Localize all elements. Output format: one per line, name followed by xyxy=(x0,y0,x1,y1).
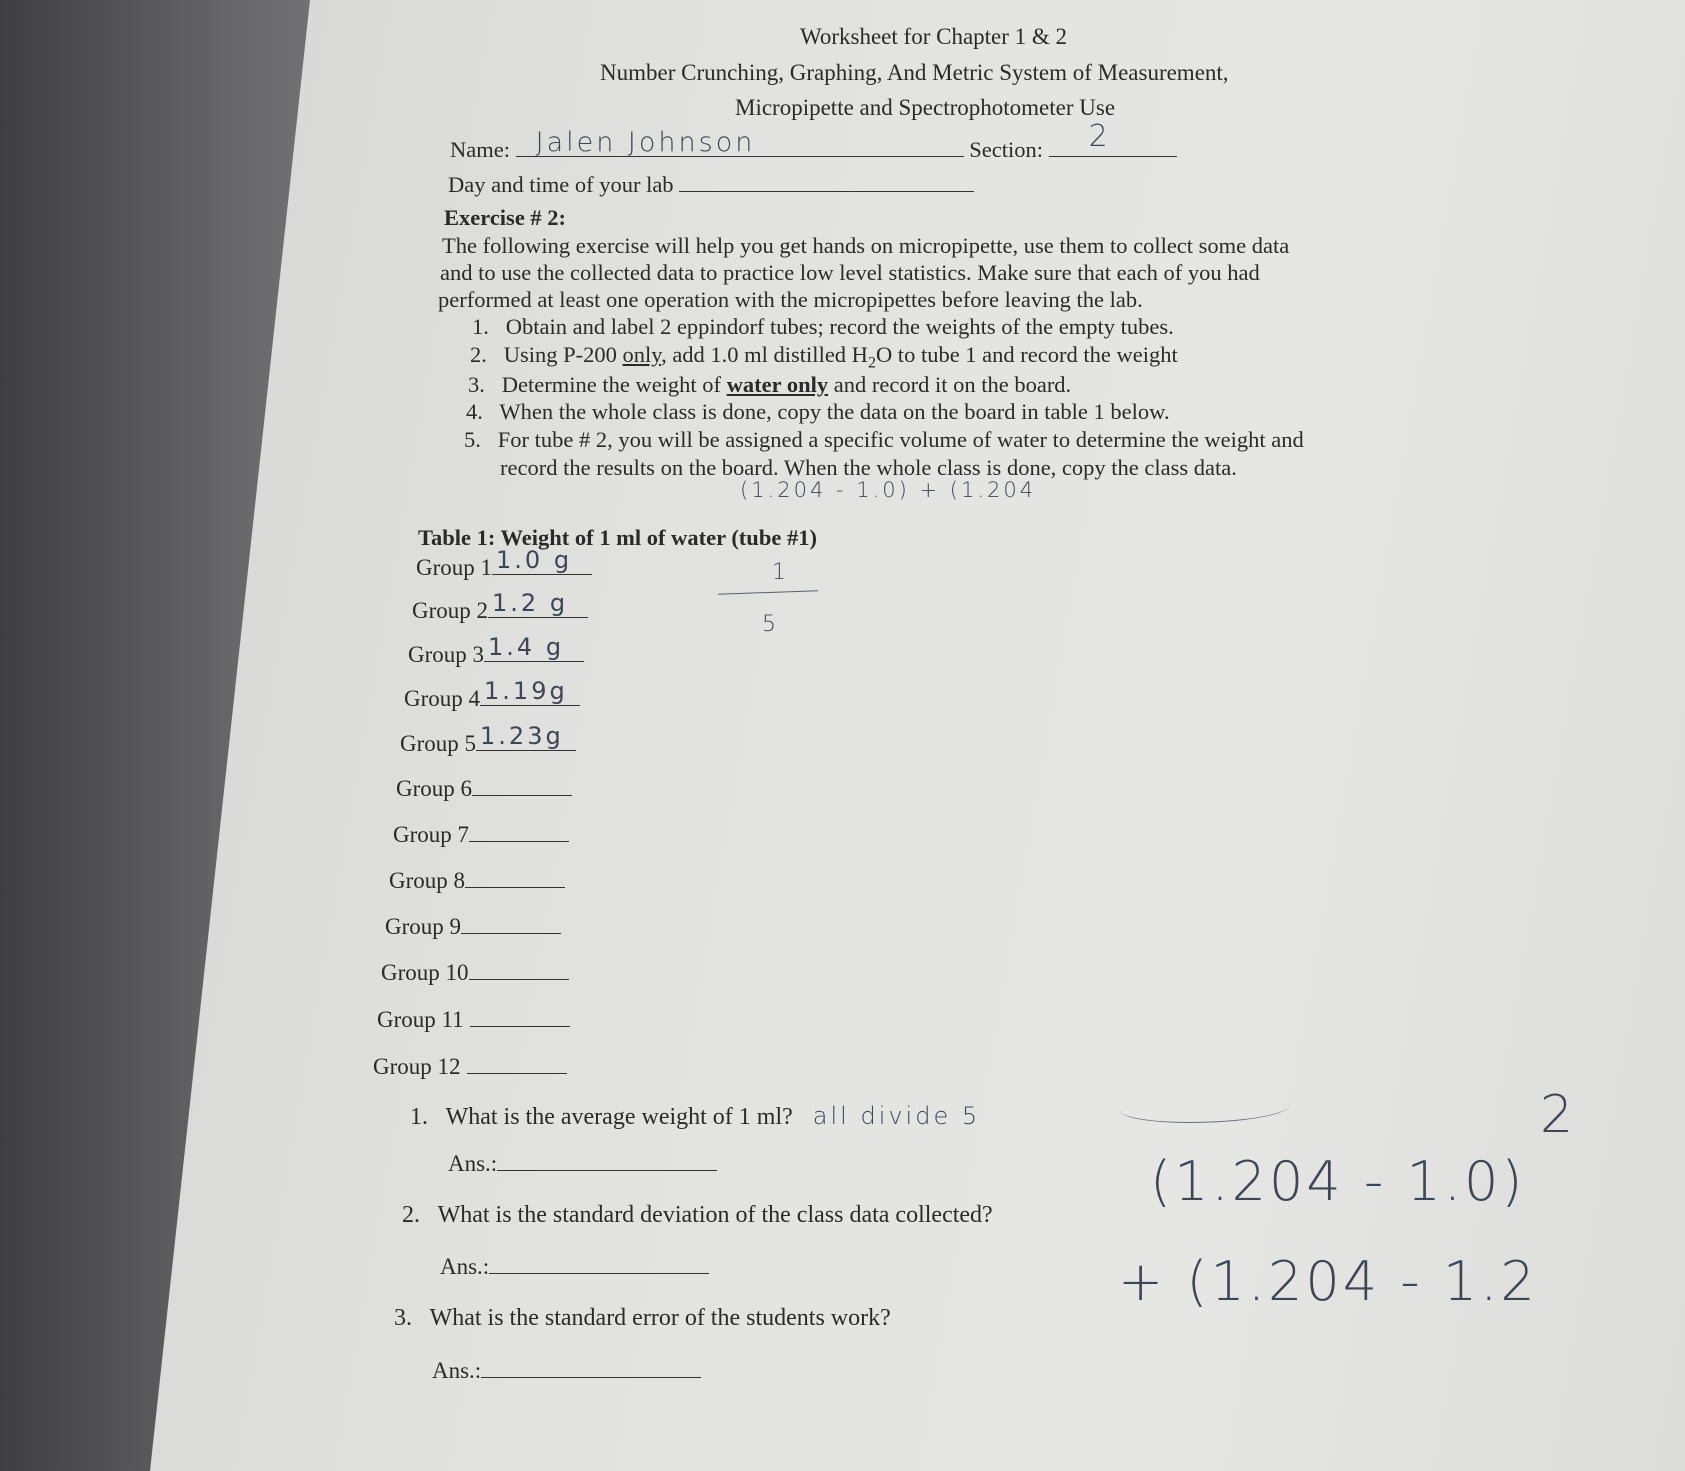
section-handwritten: 2 xyxy=(1088,119,1111,154)
answer-3 xyxy=(432,1355,701,1384)
group-label: Group 8 xyxy=(389,868,466,893)
group-value-handwritten: 1.2 g xyxy=(492,589,569,617)
question-text: What is the standard error of the students work? xyxy=(429,1305,891,1331)
step-text: , add 1.0 ml distilled H xyxy=(661,342,868,367)
exercise-title: Exercise # 2: xyxy=(444,205,567,230)
group-value-handwritten: 1.4 g xyxy=(488,633,565,661)
step-text: and record it on the board. xyxy=(828,372,1072,397)
handwritten-formula-2: + (1.204 - 1.2 xyxy=(1118,1250,1538,1313)
step-number: 1. xyxy=(472,314,489,339)
section-field[interactable] xyxy=(1049,119,1177,157)
group-value-handwritten: 1.23g xyxy=(480,722,564,750)
group-value-field[interactable] xyxy=(476,722,576,751)
day-time-row xyxy=(448,167,974,198)
step-number: 4. xyxy=(466,399,483,424)
group-value-field[interactable] xyxy=(465,863,565,888)
table-row xyxy=(393,817,569,848)
step-number: 5. xyxy=(464,427,481,452)
group-value-field[interactable] xyxy=(480,677,580,706)
name-label: Name: xyxy=(450,137,510,162)
step-text: For tube # 2, you will be assigned a specific volume of water to determine the weight and xyxy=(497,427,1304,452)
group-label: Group 3 xyxy=(408,642,485,667)
group-value-handwritten: 1.19g xyxy=(484,677,568,705)
intro-line-2: and to use the collected data to practice low level statistics. Make sure that each of you had xyxy=(440,260,1260,285)
handwritten-formula-top: (1.204 - 1.0) + (1.204 xyxy=(740,478,1037,502)
answer-field[interactable] xyxy=(497,1148,717,1171)
handwritten-fraction-top: 1 xyxy=(772,560,789,585)
name-handwritten: Jalen Johnson xyxy=(535,127,756,158)
question-number: 3. xyxy=(394,1305,412,1331)
table-row xyxy=(404,677,580,712)
step-5-line-2: record the results on the board. When the whole class is done, copy the class data. xyxy=(500,455,1237,480)
table-row xyxy=(381,955,569,986)
answer-2 xyxy=(440,1251,709,1280)
step-text: Obtain and label 2 eppindorf tubes; record the weights of the empty tubes. xyxy=(505,314,1174,339)
step-text: Determine the weight of xyxy=(501,372,727,397)
table-row xyxy=(400,722,576,757)
table-row xyxy=(373,1049,567,1080)
step-number: 3. xyxy=(468,372,485,397)
table-row xyxy=(377,1002,570,1033)
handwritten-fraction-bar xyxy=(718,590,818,594)
step-1 xyxy=(472,314,1174,340)
table-row xyxy=(412,589,588,624)
step-bold-underlined: water only xyxy=(726,372,829,397)
question-1 xyxy=(410,1102,981,1131)
answer-label: Ans.: xyxy=(432,1358,482,1383)
day-time-field[interactable] xyxy=(679,167,974,192)
step-underlined: only xyxy=(622,342,662,367)
question-text: What is the standard deviation of the class data collected? xyxy=(437,1202,993,1228)
table-row xyxy=(385,909,561,940)
intro-line-3: performed at least one operation with the micropipettes before leaving the lab. xyxy=(438,287,1143,312)
question-number: 1. xyxy=(410,1104,428,1130)
group-value-field[interactable] xyxy=(484,633,584,662)
group-value-field[interactable] xyxy=(472,771,572,796)
answer-1 xyxy=(448,1148,717,1177)
name-field[interactable] xyxy=(516,127,964,158)
section-label: Section: xyxy=(969,137,1043,162)
subtitle-line-1: Number Crunching, Graphing, And Metric System of Measurement, xyxy=(600,60,1229,85)
group-value-field[interactable] xyxy=(469,955,569,980)
group-value-field[interactable] xyxy=(488,589,588,618)
handwritten-curve-mark xyxy=(1120,1092,1290,1123)
answer-label: Ans.: xyxy=(448,1151,498,1176)
answer-field[interactable] xyxy=(489,1251,709,1274)
table-row xyxy=(396,771,572,802)
group-value-field[interactable] xyxy=(469,817,569,842)
group-label: Group 4 xyxy=(404,686,481,711)
worksheet-content xyxy=(150,0,1685,1471)
question-text: What is the average weight of 1 ml? xyxy=(445,1104,793,1130)
question-2 xyxy=(402,1202,993,1229)
step-4 xyxy=(466,399,1170,425)
page-title: Worksheet for Chapter 1 & 2 xyxy=(800,24,1068,49)
handwritten-exponent: 2 xyxy=(1540,1085,1577,1145)
answer-field[interactable] xyxy=(481,1355,701,1378)
group-value-field[interactable] xyxy=(492,546,592,575)
intro-line-1: The following exercise will help you get hands on micropipette, use them to collect some data xyxy=(442,233,1290,258)
group-label: Group 1 xyxy=(416,555,493,580)
step-3 xyxy=(468,372,1071,398)
table-row xyxy=(408,633,584,668)
handwritten-note-q1: all divide 5 xyxy=(812,1102,981,1130)
group-label: Group 6 xyxy=(396,776,473,801)
group-label: Group 10 xyxy=(381,960,469,985)
table-title: Table 1: Weight of 1 ml of water (tube #1) xyxy=(418,525,817,550)
group-label: Group 2 xyxy=(412,598,489,623)
group-label: Group 7 xyxy=(393,822,470,847)
group-value-handwritten: 1.0 g xyxy=(496,546,573,574)
subscript: 2 xyxy=(867,354,876,372)
group-label: Group 11 xyxy=(377,1007,464,1032)
table-row xyxy=(416,546,592,581)
step-number: 2. xyxy=(470,342,487,367)
handwritten-formula-1: (1.204 - 1.0) xyxy=(1150,1150,1526,1213)
group-label: Group 12 xyxy=(373,1054,461,1079)
question-number: 2. xyxy=(402,1202,420,1228)
answer-label: Ans.: xyxy=(440,1254,490,1279)
group-label: Group 9 xyxy=(385,914,462,939)
step-text: O to tube 1 and record the weight xyxy=(875,342,1178,367)
group-value-field[interactable] xyxy=(467,1049,567,1074)
step-5 xyxy=(464,427,1304,453)
step-text: When the whole class is done, copy the data on the board in table 1 below. xyxy=(499,399,1170,424)
step-text: Using P-200 xyxy=(503,342,623,367)
table-row xyxy=(389,863,565,894)
step-2 xyxy=(470,342,1178,373)
handwritten-fraction-bottom: 5 xyxy=(762,612,779,637)
question-3 xyxy=(394,1305,891,1332)
day-time-label: Day and time of your lab xyxy=(448,172,674,197)
group-value-field[interactable] xyxy=(470,1002,570,1027)
subtitle-line-2: Micropipette and Spectrophotometer Use xyxy=(735,95,1116,120)
group-label: Group 5 xyxy=(400,731,477,756)
name-row xyxy=(450,119,1177,163)
group-value-field[interactable] xyxy=(461,909,561,934)
